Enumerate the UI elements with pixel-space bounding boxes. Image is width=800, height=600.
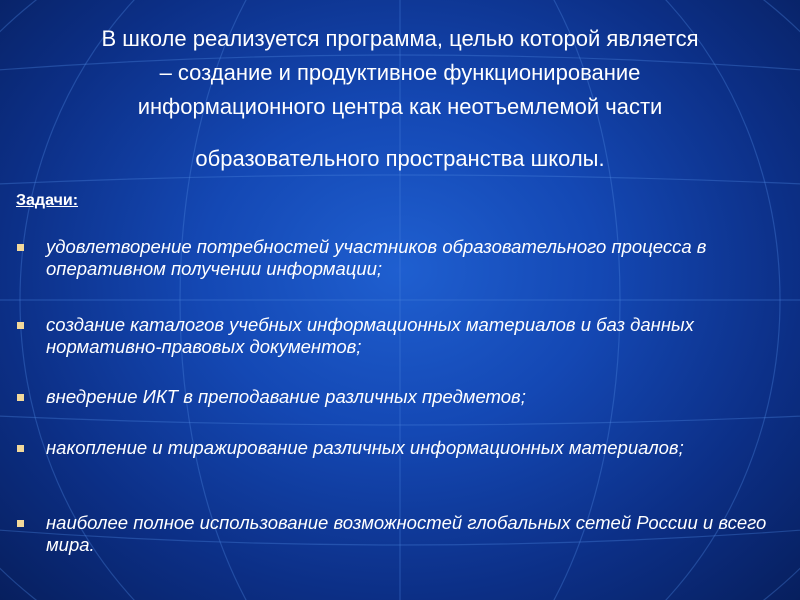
square-bullet-icon xyxy=(17,445,24,452)
slide-title xyxy=(30,22,770,176)
list-item xyxy=(12,512,782,556)
square-bullet-icon xyxy=(17,394,24,401)
list-item xyxy=(12,437,684,459)
title-line: В школе реализуется программа, целью которой является xyxy=(101,26,699,51)
task-text: удовлетворение потребностей участников образовательного процесса в оперативном получении информации; xyxy=(46,236,707,279)
tasks-heading: Задачи: xyxy=(16,192,79,209)
list-item xyxy=(12,314,782,358)
title-line: – создание и продуктивное функционирование xyxy=(159,60,641,85)
task-text: внедрение ИКТ в преподавание различных предметов; xyxy=(46,386,526,407)
square-bullet-icon xyxy=(17,520,24,527)
title-line: образовательного пространства школы. xyxy=(195,146,605,171)
task-text: наиболее полное использование возможностей глобальных сетей России и всего мира. xyxy=(46,512,767,555)
square-bullet-icon xyxy=(17,322,24,329)
list-item xyxy=(12,386,526,408)
task-text: накопление и тиражирование различных информационных материалов; xyxy=(46,437,684,458)
square-bullet-icon xyxy=(17,244,24,251)
list-item xyxy=(12,236,782,280)
title-line: информационного центра как неотъемлемой части xyxy=(137,94,663,119)
task-text: создание каталогов учебных информационных материалов и баз данных нормативно-правовых документов; xyxy=(46,314,694,357)
